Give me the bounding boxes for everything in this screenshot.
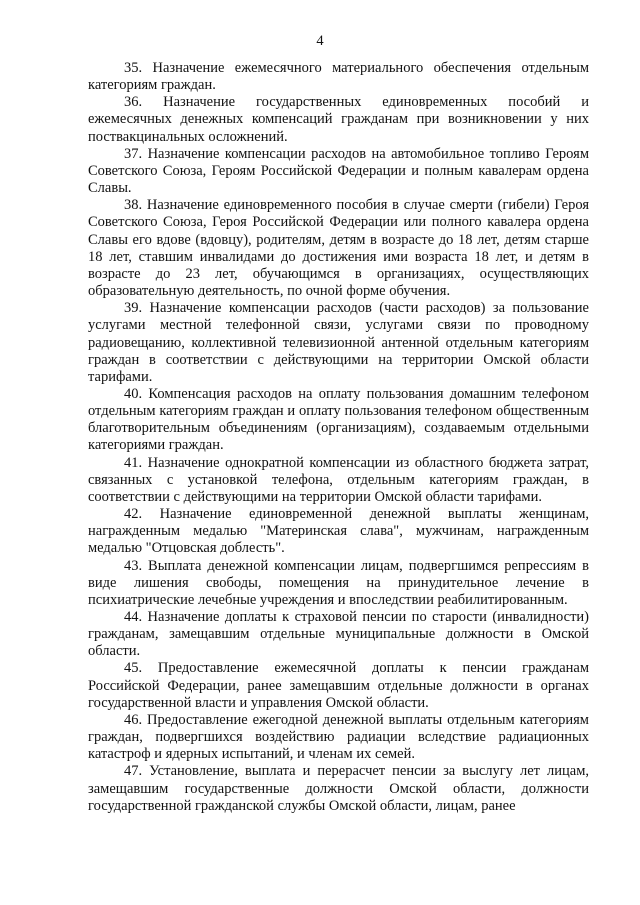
list-item: 46. Предоставление ежегодной денежной выплаты отдельным категориям граждан, подвергшихся воздействию радиации вследствие радиационных катастроф и ядерных испытаний, и членам их семей.: [88, 711, 589, 763]
list-item: 40. Компенсация расходов на оплату пользования домашним телефоном отдельным категориям граждан и оплату пользования телефоном общественным благотворительным объединениям (организациям), создаваемым отдельными категориями граждан.: [88, 385, 589, 454]
list-item: 35. Назначение ежемесячного материального обеспечения отдельным категориям граждан.: [88, 60, 589, 94]
list-item: 36. Назначение государственных единовременных пособий и ежемесячных денежных компенсаций гражданам при возникновении у них поствакцинальных осложнений.: [88, 94, 589, 145]
list-item: 47. Установление, выплата и перерасчет пенсии за выслугу лет лицам, замещавшим государственные должности Омской области, должности государственной гражданской службы Омской области, лицам, ранее: [88, 763, 589, 814]
list-item: 39. Назначение компенсации расходов (части расходов) за пользование услугами местной телефонной связи, услугами связи по проводному радиовещанию, коллективной телевизионной антенной отдельным категориям граждан в соответствии с действующими на территории Омской области тарифами.: [88, 300, 589, 385]
list-item: 37. Назначение компенсации расходов на автомобильное топливо Героям Советского Союза, Героям Российской Федерации и полным кавалерам ордена Славы.: [88, 145, 589, 197]
list-item: 44. Назначение доплаты к страховой пенсии по старости (инвалидности) гражданам, замещавшим отдельные муниципальные должности в Омской области.: [88, 609, 589, 660]
list-item: 41. Назначение однократной компенсации из областного бюджета затрат, связанных с установкой телефона, отдельным категориям граждан, в соответствии с действующими на территории Омской области тарифами.: [88, 454, 589, 505]
list-item: 38. Назначение единовременного пособия в случае смерти (гибели) Героя Советского Союза, Героя Российской Федерации или полного кавалера ордена Славы его вдове (вдовцу), родителям, детям в возрасте до 18 лет, детям старше 18 лет, ставшим инвалидами до достижения ими возраста 18 лет, и детям в возрасте до 23 лет, обучающимся в организациях, осуществляющих образовательную деятельность, по очной форме обучения.: [88, 197, 589, 300]
list-item: 42. Назначение единовременной денежной выплаты женщинам, награжденным медалью "Материнская слава", мужчинам, награжденным медалью "Отцовская доблесть".: [88, 506, 589, 557]
list-item: 45. Предоставление ежемесячной доплаты к пенсии гражданам Российской Федерации, ранее замещавшим отдельные должности в органах государственной власти и управления Омской области.: [88, 660, 589, 711]
page-number: 4: [316, 33, 324, 49]
page-content: [88, 60, 589, 815]
list-item: 43. Выплата денежной компенсации лицам, подвергшимся репрессиям в виде лишения свободы, помещения на принудительное лечение в психиатрические лечебные учреждения и впоследствии реабилитированным.: [88, 557, 589, 608]
